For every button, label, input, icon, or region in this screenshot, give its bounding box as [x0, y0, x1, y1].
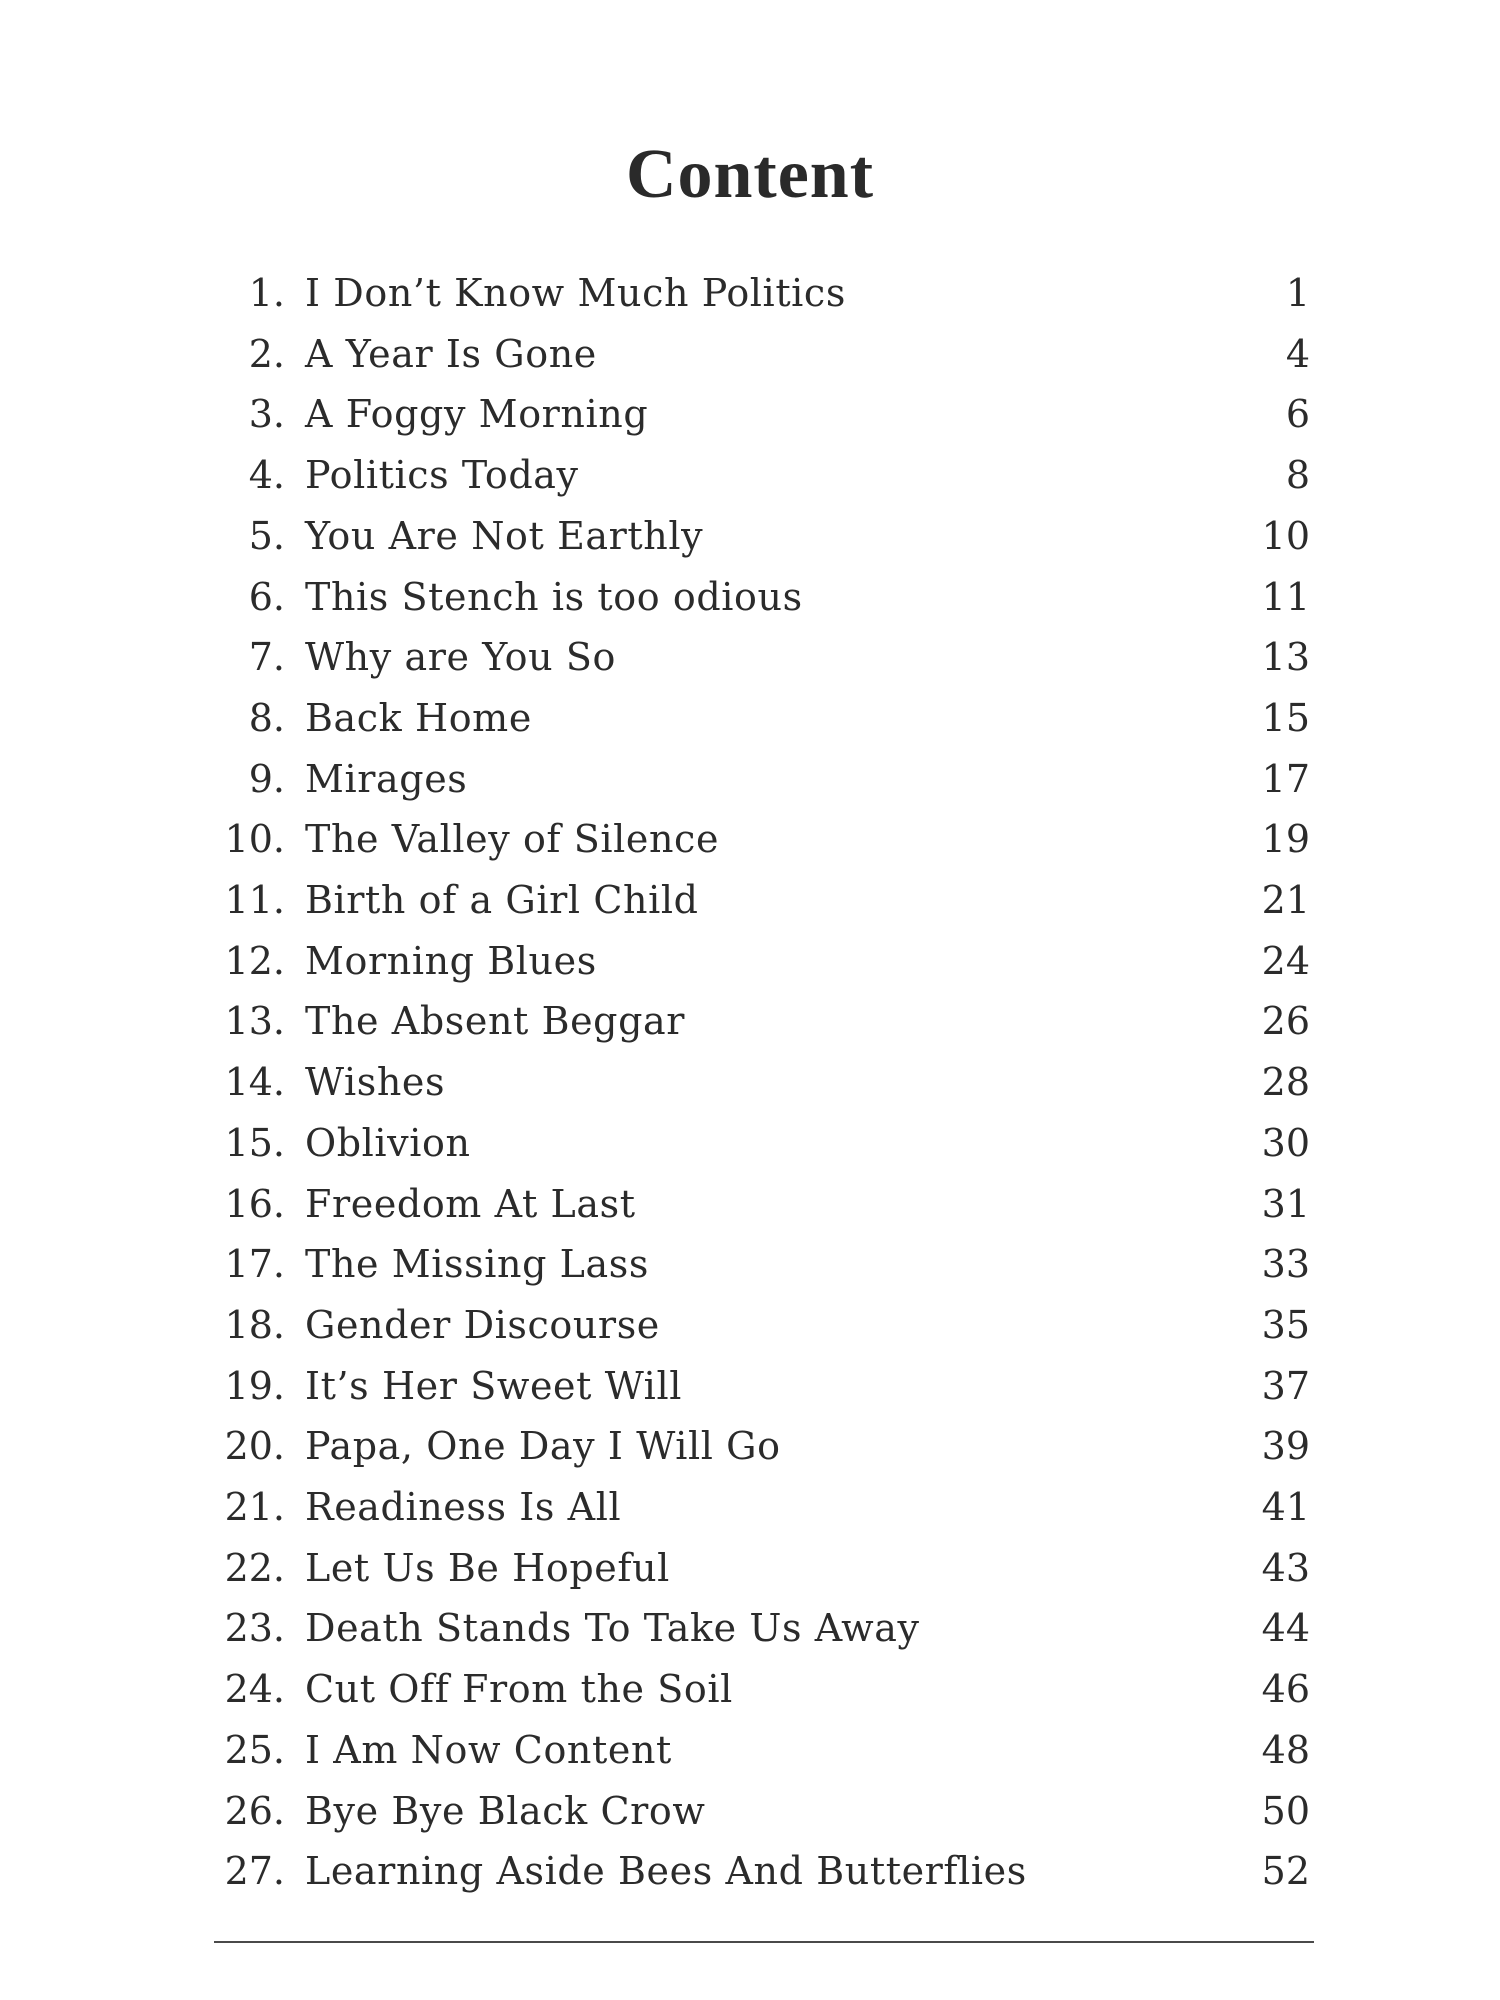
toc-entry-page-number: 52: [1261, 1849, 1310, 1893]
toc-entry: [0, 1543, 1500, 1593]
toc-entry-number: 7.: [248, 635, 285, 679]
toc-entry: [0, 814, 1500, 864]
toc-entry-number: 3.: [248, 392, 285, 436]
toc-entry-title: Wishes: [305, 1060, 446, 1104]
toc-entry-title: Let Us Be Hopeful: [305, 1546, 670, 1590]
toc-entry-number: 8.: [248, 696, 285, 740]
toc-entry-title: A Foggy Morning: [305, 392, 649, 436]
toc-entry: [0, 693, 1500, 743]
toc-entry-title: Morning Blues: [305, 939, 597, 983]
toc-entry-page-number: 31: [1261, 1182, 1310, 1226]
toc-entry-number: 14.: [224, 1060, 285, 1104]
toc-entry: [0, 996, 1500, 1046]
toc-entry-page-number: 8: [1285, 453, 1310, 497]
toc-entry-title: Birth of a Girl Child: [305, 878, 699, 922]
toc-entry: [0, 875, 1500, 925]
toc-entry-page-number: 11: [1261, 575, 1310, 619]
toc-entry-title: The Missing Lass: [305, 1242, 649, 1286]
toc-entry-title: Learning Aside Bees And Butterflies: [305, 1849, 1027, 1893]
toc-entry-title: Why are You So: [305, 635, 616, 679]
toc-entry-title: Mirages: [305, 757, 468, 801]
toc-entry: [0, 1421, 1500, 1471]
toc-entry-title: Oblivion: [305, 1121, 471, 1165]
toc-entry-page-number: 43: [1261, 1546, 1310, 1590]
toc-entry-number: 20.: [224, 1424, 285, 1468]
toc-entry-page-number: 48: [1261, 1728, 1310, 1772]
toc-entry: [0, 1482, 1500, 1532]
toc-entry-title: The Valley of Silence: [305, 817, 720, 861]
toc-entry-number: 5.: [248, 514, 285, 558]
toc-entry-title: Gender Discourse: [305, 1303, 660, 1347]
toc-entry-number: 6.: [248, 575, 285, 619]
toc-entry-number: 12.: [224, 939, 285, 983]
toc-entry-title: Readiness Is All: [305, 1485, 622, 1529]
toc-entry: [0, 1603, 1500, 1653]
toc-entry-number: 25.: [224, 1728, 285, 1772]
toc-entry-title: Death Stands To Take Us Away: [305, 1606, 920, 1650]
toc-entry-number: 23.: [224, 1606, 285, 1650]
toc-entry-page-number: 28: [1261, 1060, 1310, 1104]
toc-entry-number: 27.: [224, 1849, 285, 1893]
toc-entry-page-number: 24: [1261, 939, 1310, 983]
toc-entry: [0, 1786, 1500, 1836]
toc-entry-title: Freedom At Last: [305, 1182, 636, 1226]
toc-entry-number: 24.: [224, 1667, 285, 1711]
toc-entry: [0, 1664, 1500, 1714]
toc-entry-title: The Absent Beggar: [305, 999, 686, 1043]
toc-entry-number: 11.: [224, 878, 285, 922]
toc-entry-page-number: 6: [1285, 392, 1310, 436]
toc-entry-page-number: 21: [1261, 878, 1310, 922]
toc-entry-page-number: 4: [1285, 332, 1310, 376]
toc-entry: [0, 1179, 1500, 1229]
toc-entry-title: Papa, One Day I Will Go: [305, 1424, 781, 1468]
toc-entry-title: Bye Bye Black Crow: [305, 1789, 706, 1833]
toc-entry-title: This Stench is too odious: [305, 575, 803, 619]
toc-entry-number: 10.: [224, 817, 285, 861]
toc-entry-title: Back Home: [305, 696, 532, 740]
toc-entry: [0, 389, 1500, 439]
toc-entry: [0, 1300, 1500, 1350]
toc-entry-number: 2.: [248, 332, 285, 376]
toc-entry-number: 13.: [224, 999, 285, 1043]
toc-entry: [0, 572, 1500, 622]
toc-entry-page-number: 44: [1261, 1606, 1310, 1650]
toc-entry-page-number: 1: [1285, 271, 1310, 315]
toc-entry-title: I Am Now Content: [305, 1728, 672, 1772]
toc-entry-number: 18.: [224, 1303, 285, 1347]
toc-entry-number: 9.: [248, 757, 285, 801]
toc-entry-page-number: 41: [1261, 1485, 1310, 1529]
toc-entry-number: 26.: [224, 1789, 285, 1833]
toc-entry-page-number: 50: [1261, 1789, 1310, 1833]
toc-entry: [0, 268, 1500, 318]
toc-entry-page-number: 13: [1261, 635, 1310, 679]
toc-entry-number: 15.: [224, 1121, 285, 1165]
toc-entry-page-number: 33: [1261, 1242, 1310, 1286]
toc-entry-page-number: 17: [1261, 757, 1310, 801]
toc-entry-title: Cut Off From the Soil: [305, 1667, 733, 1711]
toc-entry-title: A Year Is Gone: [305, 332, 597, 376]
toc-entry: [0, 936, 1500, 986]
toc-entry-number: 16.: [224, 1182, 285, 1226]
toc-entry-number: 21.: [224, 1485, 285, 1529]
page-title: Content: [625, 136, 875, 213]
toc-entry-page-number: 30: [1261, 1121, 1310, 1165]
bottom-rule: [214, 1941, 1314, 1943]
toc-entry-number: 22.: [224, 1546, 285, 1590]
toc-entry-page-number: 15: [1261, 696, 1310, 740]
toc-entry: [0, 329, 1500, 379]
toc-entry: [0, 1725, 1500, 1775]
toc-entry: [0, 632, 1500, 682]
toc-entry-title: You Are Not Earthly: [305, 514, 704, 558]
toc-entry-number: 17.: [224, 1242, 285, 1286]
toc-entry-title: I Don’t Know Much Politics: [305, 271, 846, 315]
toc-entry-number: 1.: [248, 271, 285, 315]
toc-entry-page-number: 19: [1261, 817, 1310, 861]
toc-entry-page-number: 39: [1261, 1424, 1310, 1468]
toc-entry-number: 4.: [248, 453, 285, 497]
toc-entry: [0, 450, 1500, 500]
toc-entry: [0, 1239, 1500, 1289]
toc-entry-page-number: 10: [1261, 514, 1310, 558]
toc-entry: [0, 1361, 1500, 1411]
toc-entry: [0, 1118, 1500, 1168]
toc-entry: [0, 754, 1500, 804]
toc-entry-page-number: 46: [1261, 1667, 1310, 1711]
toc-entry-page-number: 26: [1261, 999, 1310, 1043]
toc-entry: [0, 511, 1500, 561]
toc-entry: [0, 1057, 1500, 1107]
toc-entry: [0, 1846, 1500, 1896]
toc-entry-title: Politics Today: [305, 453, 579, 497]
toc-entry-page-number: 35: [1261, 1303, 1310, 1347]
toc-entry-number: 19.: [224, 1364, 285, 1408]
toc-entry-page-number: 37: [1261, 1364, 1310, 1408]
toc-entry-title: It’s Her Sweet Will: [305, 1364, 682, 1408]
